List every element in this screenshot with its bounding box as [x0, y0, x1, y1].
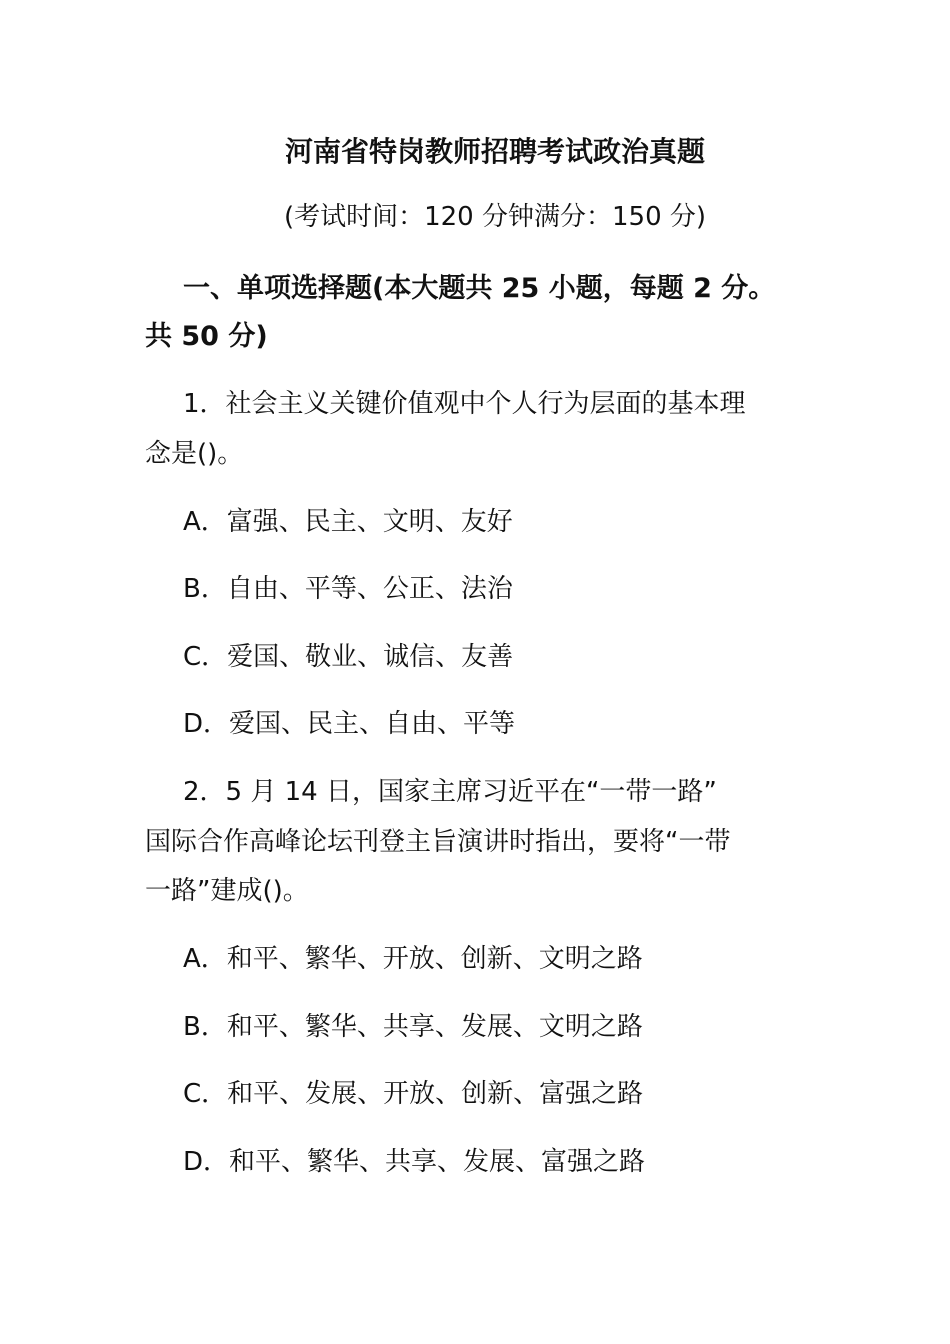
question-1-option-b: B．自由、平等、公正、法治	[183, 574, 513, 604]
question-1-stem-line-1: 1．社会主义关键价值观中个人行为层面的基本理	[183, 389, 746, 419]
question-2-option-c: C．和平、发展、开放、创新、富强之路	[183, 1079, 644, 1109]
exam-info-subtitle: (考试时间：120 分钟满分：150 分)	[283, 202, 707, 232]
question-1-stem-line-2: 念是()。	[145, 439, 244, 469]
question-1-option-d: D．爱国、民主、自由、平等	[183, 709, 516, 739]
question-2-stem-line-1: 2．5 月 14 日，国家主席习近平在“一带一路”	[183, 777, 717, 807]
question-2-option-a: A．和平、繁华、开放、创新、文明之路	[183, 944, 643, 974]
question-2-option-d: D．和平、繁华、共享、发展、富强之路	[183, 1147, 646, 1177]
question-2-stem-line-3: 一路”建成()。	[145, 876, 309, 906]
section-heading-line-2: 共 50 分)	[145, 321, 268, 352]
question-2-stem-line-2: 国际合作高峰论坛刊登主旨演讲时指出，要将“一带	[145, 827, 731, 857]
question-2-option-b: B．和平、繁华、共享、发展、文明之路	[183, 1012, 643, 1042]
question-1-option-a: A．富强、民主、文明、友好	[183, 507, 513, 537]
page-title: 河南省特岗教师招聘考试政治真题	[284, 135, 705, 168]
question-1-option-c: C．爱国、敬业、诚信、友善	[183, 642, 514, 672]
section-heading-line-1: 一、单项选择题(本大题共 25 小题，每题 2 分。	[183, 273, 776, 304]
